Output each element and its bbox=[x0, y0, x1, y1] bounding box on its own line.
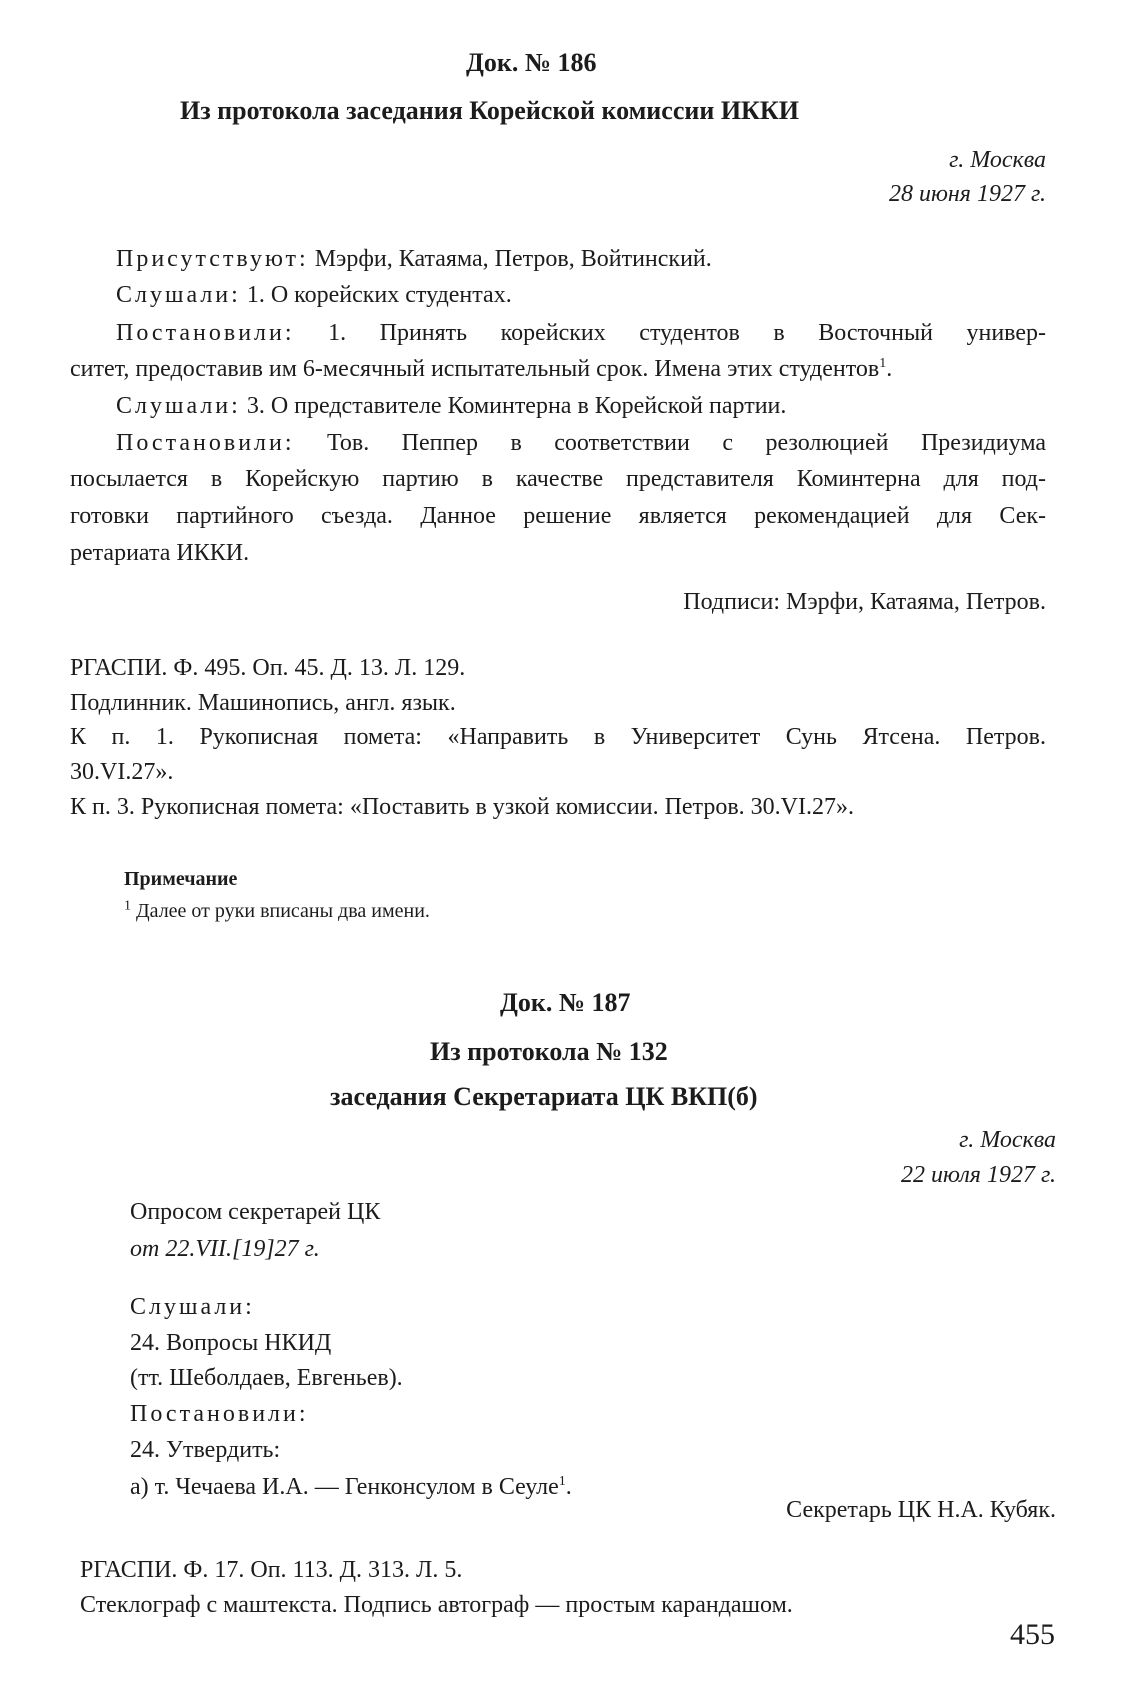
doc186-resolved3-line4: ретариата ИККИ. bbox=[70, 540, 250, 566]
heard3-label: Слушали: bbox=[116, 393, 241, 419]
doc187-heard-label: Слушали: bbox=[130, 1294, 255, 1320]
doc187-resolved-label: Постановили: bbox=[130, 1401, 309, 1427]
doc186-title: Из протокола заседания Корейской комиссии ИККИ bbox=[180, 96, 799, 125]
footnote-text: Далее от руки вписаны два имени. bbox=[136, 900, 430, 922]
resolved3-line1: Тов. Пеппер в соответствии с резолюцией Президиума bbox=[327, 430, 1046, 456]
doc186-resolved1-line2 bbox=[70, 356, 892, 383]
resolved3-label: Постановили: bbox=[116, 430, 295, 456]
footnote-ref-187: 1 bbox=[558, 1474, 566, 1489]
doc186-resolved3-line3: готовки партийного съезда. Данное решение является рекомендацией для Сек- bbox=[70, 503, 1046, 529]
doc186-archive: РГАСПИ. Ф. 495. Оп. 45. Д. 13. Л. 129. bbox=[70, 655, 466, 681]
heard1-label: Слушали: bbox=[116, 282, 241, 308]
doc187-heard-item: 24. Вопросы НКИД bbox=[130, 1330, 332, 1356]
doc186-present bbox=[116, 246, 712, 273]
doc186-date: 28 июня 1927 г. bbox=[888, 181, 1046, 207]
footnote-mark: 1 bbox=[124, 898, 131, 914]
resolved-a-text: а) т. Чечаева И.А. — Генконсулом в Сеуле bbox=[130, 1474, 559, 1500]
doc187-secretary: Секретарь ЦК Н.А. Кубяк. bbox=[786, 1497, 1056, 1523]
present-text: Мэрфи, Катаяма, Петров, Войтинский. bbox=[314, 246, 712, 272]
doc187-poll: Опросом секретарей ЦК bbox=[130, 1199, 381, 1225]
resolved1-label: Постановили: bbox=[116, 320, 295, 346]
doc186-resolved3-line2: посылается в Корейскую партию в качестве представителя Коминтерна для под- bbox=[70, 466, 1046, 492]
doc187-resolved-a bbox=[130, 1474, 572, 1501]
doc186-signatures: Подписи: Мэрфи, Катаяма, Петров. bbox=[683, 589, 1046, 615]
resolved-a-end: . bbox=[565, 1474, 572, 1500]
page-number: 455 bbox=[1010, 1618, 1055, 1651]
doc187-archive: РГАСПИ. Ф. 17. Оп. 113. Д. 313. Л. 5. bbox=[80, 1557, 463, 1583]
footnote-heading: Примечание bbox=[124, 868, 238, 890]
doc186-number: Док. № 186 bbox=[466, 48, 597, 77]
heard3-text: 3. О представителе Коминтерна в Корейской партии. bbox=[246, 393, 787, 419]
doc186-note-p1-line2: 30.VI.27». bbox=[70, 759, 174, 785]
footnote-1 bbox=[124, 900, 430, 923]
doc187-heard-names: (тт. Шеболдаев, Евгеньев). bbox=[130, 1365, 403, 1391]
doc186-note-p1-line1: К п. 1. Рукописная помета: «Направить в Университет Сунь Ятсена. Петров. bbox=[70, 724, 1046, 750]
doc187-place: г. Москва bbox=[959, 1127, 1056, 1153]
resolved1-line2: ситет, предоставив им 6-месячный испытательный срок. Имена этих студентов bbox=[70, 356, 880, 382]
doc186-note-p3: К п. 3. Рукописная помета: «Поставить в узкой комиссии. Петров. 30.VI.27». bbox=[70, 794, 854, 820]
footnote-ref-1: 1 bbox=[879, 356, 887, 371]
present-label: Присутствуют: bbox=[116, 246, 309, 272]
doc187-number: Док. № 187 bbox=[500, 988, 631, 1017]
heard1-text: 1. О корейских студентах. bbox=[246, 282, 512, 308]
resolved1-line1: 1. Принять корейских студентов в Восточный универ- bbox=[328, 320, 1047, 346]
doc186-heard3 bbox=[116, 393, 786, 420]
doc186-resolved3-line1 bbox=[116, 430, 1046, 457]
doc187-original: Стеклограф с маштекста. Подпись автограф — простым карандашом. bbox=[80, 1592, 793, 1618]
doc187-resolved-item: 24. Утвердить: bbox=[130, 1437, 281, 1463]
doc186-place: г. Москва bbox=[949, 147, 1046, 173]
doc186-original: Подлинник. Машинопись, англ. язык. bbox=[70, 690, 456, 716]
doc186-heard1 bbox=[116, 282, 512, 309]
doc186-resolved1-line1 bbox=[116, 320, 1046, 347]
doc187-date: 22 июля 1927 г. bbox=[901, 1162, 1056, 1188]
doc187-title-line1: Из протокола № 132 bbox=[430, 1037, 668, 1066]
doc187-title-line2: заседания Секретариата ЦК ВКП(б) bbox=[330, 1082, 758, 1111]
doc187-poll-date: от 22.VII.[19]27 г. bbox=[130, 1236, 320, 1262]
resolved1-end: . bbox=[886, 356, 893, 382]
